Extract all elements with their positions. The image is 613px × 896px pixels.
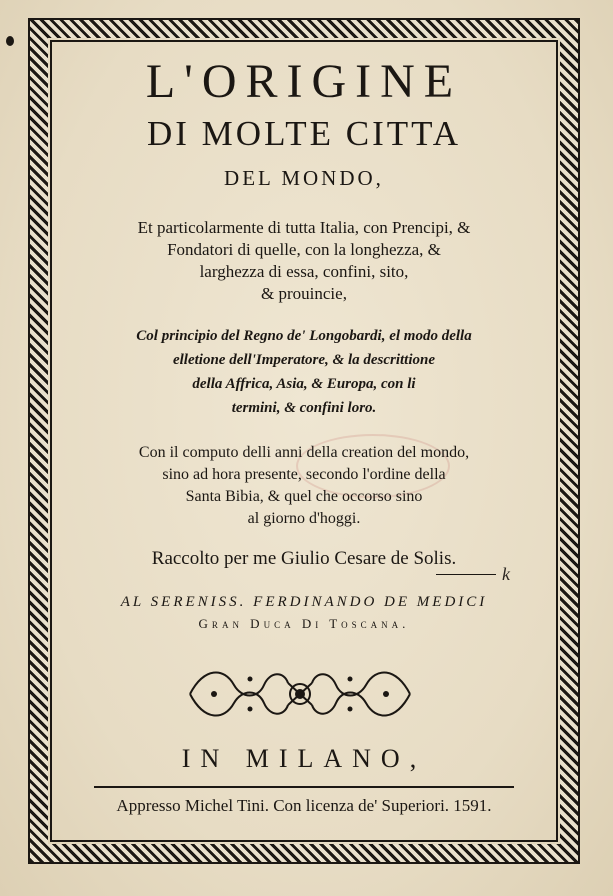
- title-line-2: DI MOLTE CITTA: [147, 114, 461, 153]
- italic-line: della Affrica, Asia, & Europa, con li: [192, 376, 416, 392]
- dedication-line-1: AL SERENISS. FERDINANDO DE MEDICI: [120, 594, 488, 610]
- italic-line: Col principio del Regno de' Longobardi, el modo della: [136, 328, 472, 344]
- description-line: Fondatori di quelle, con la longhezza, &: [167, 240, 441, 259]
- computation-line: Con il computo delli anni della creation del mondo,: [138, 444, 470, 461]
- author-underline: [436, 574, 496, 575]
- title-line-3: DEL MONDO,: [224, 166, 384, 190]
- computation-line: Santa Bibia, & quel che occorso sino: [185, 488, 423, 505]
- italic-line: termini, & confini loro.: [231, 400, 377, 416]
- handwritten-mark: k: [502, 564, 510, 584]
- printer-ornament-icon: [184, 663, 416, 725]
- italic-line: elletione dell'Imperatore, & la descrittione: [172, 352, 436, 368]
- dedication-line-2: Gran Duca Di Toscana.: [198, 616, 410, 631]
- description-line: Et particolarmente di tutta Italia, con Prencipi, &: [137, 218, 471, 237]
- imprint-rule: [94, 786, 514, 788]
- description-line: & prouincie,: [261, 284, 347, 303]
- place-of-printing: IN MILANO,: [181, 744, 427, 773]
- computation-line: sino ad hora presente, secondo l'ordine della: [162, 466, 446, 483]
- title-line-1: L'ORIGINE: [145, 55, 463, 108]
- imprint-line: Appresso Michel Tini. Con licenza de' Superiori. 1591.: [116, 796, 492, 815]
- description-line: larghezza di essa, confini, sito,: [199, 262, 409, 281]
- title-content: [56, 46, 552, 836]
- ink-spot: [6, 36, 14, 46]
- author-line: Raccolto per me Giulio Cesare de Solis.: [151, 548, 457, 569]
- computation-line: al giorno d'hoggi.: [247, 510, 361, 527]
